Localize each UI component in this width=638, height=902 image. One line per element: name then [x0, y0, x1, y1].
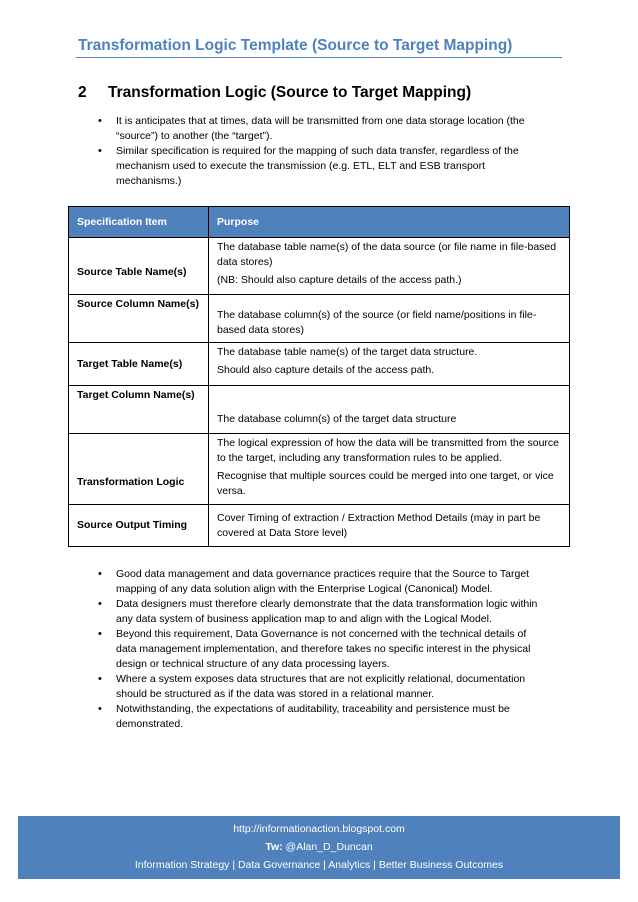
- list-item: • Beyond this requirement, Data Governance is not concerned with the technical details of data management implementation, and therefore takes no specific interest in the physical design or technical structure of any data processing layers.: [94, 627, 544, 672]
- footer-twitter: [18, 841, 620, 853]
- purpose-cell: [209, 434, 570, 505]
- purpose-text: The database column(s) of the target data structure: [217, 413, 457, 425]
- table-row: [69, 343, 570, 386]
- list-item: • Notwithstanding, the expectations of auditability, traceability and persistence must be demonstrated.: [94, 702, 544, 732]
- table-row: [69, 434, 570, 505]
- purpose-text: The database column(s) of the source (or field name/positions in file-based data stores): [217, 309, 537, 336]
- purpose-text: Recognise that multiple sources could be merged into one target, or vice versa.: [217, 470, 554, 497]
- purpose-text: Should also capture details of the access path.: [217, 364, 435, 376]
- specification-table: [68, 206, 570, 547]
- footer-tagline: Information Strategy | Data Governance | Analytics | Better Business Outcomes: [134, 859, 504, 871]
- column-header-purpose: Purpose: [209, 207, 570, 238]
- footer-url[interactable]: http://informationaction.blogspot.com: [233, 823, 405, 835]
- table-header-row: [69, 207, 570, 238]
- purpose-text: The database table name(s) of the data source (or file name in file-based data stores): [217, 241, 557, 268]
- section-number: 2: [78, 84, 87, 101]
- table-row: [69, 295, 570, 343]
- spec-item-cell: [69, 505, 209, 547]
- list-item: • Where a system exposes data structures that are not explicitly relational, documentation should be structured as if the data was stored in a relational manner.: [94, 672, 544, 702]
- spec-item-cell: [69, 343, 209, 386]
- table-row: [69, 505, 570, 547]
- purpose-cell: [209, 505, 570, 547]
- spec-item-cell: [69, 295, 209, 343]
- purpose-cell: [209, 238, 570, 295]
- page-footer: [18, 816, 620, 879]
- list-item: • Data designers must therefore clearly demonstrate that the data transformation logic within any data system of business application map to and align with the Logical Model.: [94, 597, 544, 627]
- column-header-specification-item: Specification Item: [69, 207, 209, 238]
- twitter-label: Tw:: [265, 841, 283, 853]
- list-item: • Similar specification is required for the mapping of such data transfer, regardless of the mechanism used to execute the transmission (e.g. ETL, ELT and ESB transport mechanisms.): [94, 144, 544, 189]
- spec-item-label: Source Table Name(s): [77, 266, 187, 278]
- spec-item-label: Source Column Name(s): [77, 298, 199, 310]
- document-header-title: Transformation Logic Template (Source to Target Mapping): [78, 37, 513, 54]
- spec-item-label: Target Table Name(s): [77, 357, 183, 370]
- spec-item-cell: [69, 434, 209, 505]
- purpose-text: The logical expression of how the data will be transmitted from the source to the target, including any transformation rules to be applied.: [217, 437, 560, 464]
- twitter-handle[interactable]: @Alan_D_Duncan: [285, 841, 373, 853]
- purpose-cell: [209, 343, 570, 386]
- intro-bullet-list: [94, 114, 544, 189]
- table-row: [69, 386, 570, 434]
- section-heading: [78, 84, 471, 102]
- outro-bullet-list: [94, 567, 544, 732]
- section-title: Transformation Logic (Source to Target Mapping): [108, 84, 472, 101]
- list-item: • It is anticipates that at times, data will be transmitted from one data storage location (the “source”) to another (the “target”).: [94, 114, 544, 144]
- spec-item-label: Target Column Name(s): [77, 389, 195, 401]
- purpose-text: The database table name(s) of the target data structure.: [217, 346, 478, 358]
- purpose-text: Cover Timing of extraction / Extraction Method Details (may in part be covered at Data Store level): [217, 511, 541, 539]
- header-divider: [76, 57, 562, 58]
- purpose-cell: [209, 386, 570, 434]
- spec-item-cell: [69, 386, 209, 434]
- spec-item-label: Transformation Logic: [77, 476, 185, 488]
- spec-item-label: Source Output Timing: [77, 519, 188, 531]
- purpose-cell: [209, 295, 570, 343]
- purpose-text: (NB: Should also capture details of the access path.): [217, 274, 462, 286]
- list-item: • Good data management and data governance practices require that the Source to Target mapping of any data solution align with the Enterprise Logical (Canonical) Model.: [94, 567, 544, 597]
- table-row: [69, 238, 570, 295]
- spec-item-cell: [69, 238, 209, 295]
